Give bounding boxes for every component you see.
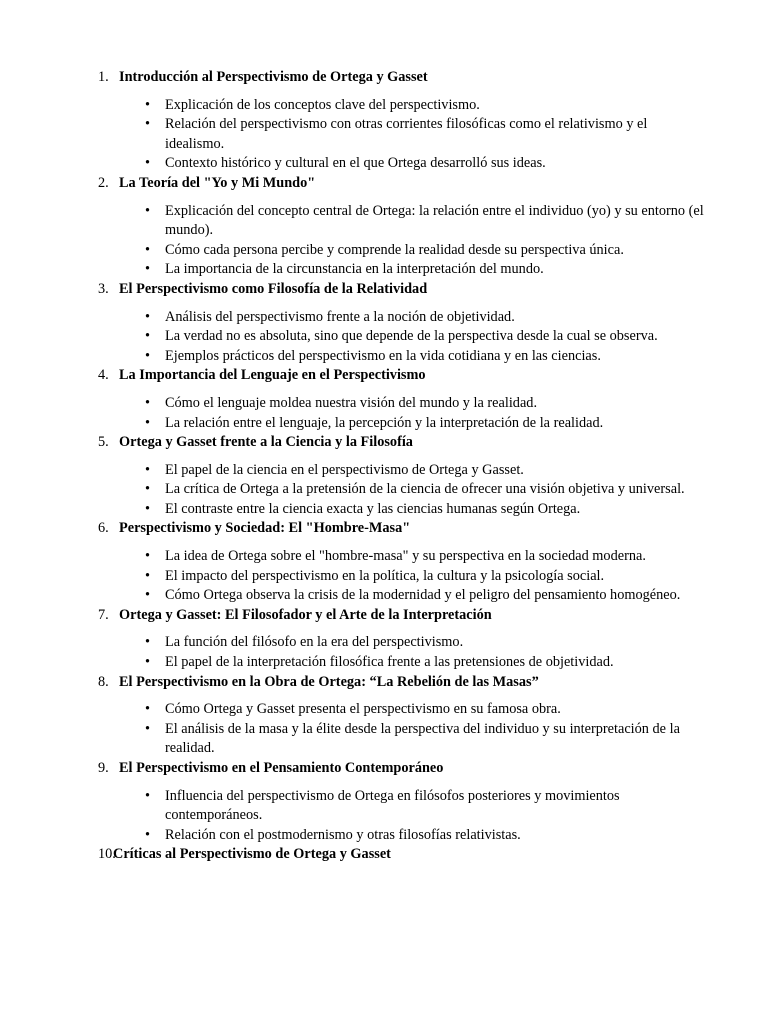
bullet-icon: • [145, 328, 151, 345]
bullet-icon: • [145, 261, 151, 278]
section-item [98, 606, 708, 673]
section-title: El Perspectivismo como Filosofía de la Relatividad [119, 280, 428, 297]
bullet-item [145, 414, 708, 434]
section-item [98, 759, 708, 845]
section-title: Ortega y Gasset: El Filosofador y el Arte de la Interpretación [119, 606, 492, 623]
bullet-icon: • [145, 634, 151, 651]
section-number: 6. [98, 520, 109, 537]
bullet-icon: • [145, 155, 151, 172]
section-item [98, 673, 708, 759]
bullet-item [145, 461, 708, 481]
bullet-item [145, 500, 708, 520]
bullet-list [119, 547, 708, 606]
bullet-text: La crítica de Ortega a la pretensión de la ciencia de ofrecer una visión objetiva y universal. [165, 481, 685, 498]
bullet-item [145, 308, 708, 328]
bullet-item [145, 154, 708, 174]
bullet-text: Relación del perspectivismo con otras corrientes filosóficas como el relativismo y el idealismo. [165, 116, 648, 152]
bullet-text: Relación con el postmodernismo y otras filosofías relativistas. [165, 826, 521, 843]
bullet-item [145, 327, 708, 347]
bullet-item [145, 653, 708, 673]
section-title: La Importancia del Lenguaje en el Perspectivismo [119, 367, 426, 384]
bullet-text: Cómo Ortega y Gasset presenta el perspectivismo en su famosa obra. [165, 701, 561, 718]
section-item [98, 519, 708, 605]
bullet-icon: • [145, 347, 151, 364]
section-title: Críticas al Perspectivismo de Ortega y Gasset [113, 846, 391, 863]
bullet-item [145, 241, 708, 261]
bullet-item [145, 202, 708, 241]
bullet-icon: • [145, 548, 151, 565]
bullet-text: La idea de Ortega sobre el "hombre-masa" y su perspectiva en la sociedad moderna. [165, 548, 646, 565]
bullet-text: Análisis del perspectivismo frente a la noción de objetividad. [165, 308, 515, 325]
bullet-icon: • [145, 787, 151, 804]
bullet-text: El papel de la ciencia en el perspectivismo de Ortega y Gasset. [165, 461, 524, 478]
bullet-text: Contexto histórico y cultural en el que Ortega desarrolló sus ideas. [165, 155, 546, 172]
section-item [98, 68, 708, 174]
bullet-icon: • [145, 567, 151, 584]
bullet-list [119, 96, 708, 174]
section-item [98, 280, 708, 366]
section-number: 9. [98, 760, 109, 776]
bullet-item [145, 260, 708, 280]
section-list [98, 68, 708, 865]
bullet-icon: • [145, 826, 151, 843]
bullet-icon: • [145, 461, 151, 478]
bullet-text: Cómo Ortega observa la crisis de la modernidad y el peligro del pensamiento homogéneo. [165, 587, 681, 604]
bullet-list [119, 700, 708, 759]
section-title: Introducción al Perspectivismo de Ortega y Gasset [119, 69, 428, 85]
bullet-text: Influencia del perspectivismo de Ortega en filósofos posteriores y movimientos contemporáneos. [165, 787, 620, 824]
bullet-text: Cómo cada persona percibe y comprende la realidad desde su perspectiva única. [165, 241, 624, 258]
bullet-list [119, 633, 708, 672]
bullet-text: La relación entre el lenguaje, la percepción y la interpretación de la realidad. [165, 414, 604, 431]
bullet-item [145, 700, 708, 720]
bullet-text: El contraste entre la ciencia exacta y las ciencias humanas según Ortega. [165, 500, 581, 517]
section-number: 1. [98, 69, 109, 85]
section-title: Perspectivismo y Sociedad: El "Hombre-Masa" [119, 520, 411, 537]
bullet-text: Explicación del concepto central de Ortega: la relación entre el individuo (yo) y su entorno (el mundo). [165, 202, 704, 239]
bullet-icon: • [145, 202, 151, 219]
section-item [98, 174, 708, 280]
bullet-icon: • [145, 394, 151, 411]
section-number: 7. [98, 606, 109, 623]
bullet-item [145, 347, 708, 367]
bullet-item [145, 115, 708, 154]
bullet-text: El impacto del perspectivismo en la política, la cultura y la psicología social. [165, 567, 605, 584]
bullet-icon: • [145, 654, 151, 671]
bullet-icon: • [145, 701, 151, 718]
bullet-icon: • [145, 720, 151, 737]
section-title: El Perspectivismo en la Obra de Ortega: “La Rebelión de las Masas” [119, 673, 539, 690]
section-number: 3. [98, 280, 109, 297]
bullet-item [145, 547, 708, 567]
bullet-item [145, 586, 708, 606]
bullet-icon: • [145, 96, 151, 113]
bullet-list [119, 394, 708, 433]
bullet-icon: • [145, 241, 151, 258]
bullet-icon: • [145, 587, 151, 604]
bullet-icon: • [145, 500, 151, 517]
section-title: El Perspectivismo en el Pensamiento Contemporáneo [119, 760, 444, 776]
section-number: 4. [98, 367, 109, 384]
bullet-text: El análisis de la masa y la élite desde la perspectiva del individuo y su interpretación de la realidad. [165, 720, 680, 757]
section-number: 8. [98, 673, 109, 690]
bullet-item [145, 633, 708, 653]
bullet-text: El papel de la interpretación filosófica frente a las pretensiones de objetividad. [165, 654, 614, 671]
bullet-list [119, 308, 708, 367]
bullet-item [145, 480, 708, 500]
bullet-icon: • [145, 116, 151, 133]
bullet-icon: • [145, 481, 151, 498]
bullet-item [145, 787, 708, 826]
section-item [98, 433, 708, 519]
bullet-list [119, 202, 708, 280]
bullet-item [145, 567, 708, 587]
section-title: Ortega y Gasset frente a la Ciencia y la Filosofía [119, 434, 413, 451]
bullet-item [145, 826, 708, 846]
bullet-item [145, 96, 708, 116]
bullet-text: Cómo el lenguaje moldea nuestra visión del mundo y la realidad. [165, 394, 538, 411]
bullet-item [145, 394, 708, 414]
bullet-text: La importancia de la circunstancia en la interpretación del mundo. [165, 261, 544, 278]
bullet-item [145, 720, 708, 759]
section-number: 10. [98, 846, 116, 863]
bullet-text: La función del filósofo en la era del perspectivismo. [165, 634, 464, 651]
bullet-icon: • [145, 308, 151, 325]
section-title: La Teoría del "Yo y Mi Mundo" [119, 174, 316, 191]
bullet-icon: • [145, 414, 151, 431]
bullet-text: La verdad no es absoluta, sino que depende de la perspectiva desde la cual se observa. [165, 328, 658, 345]
bullet-list [119, 461, 708, 520]
section-number: 2. [98, 174, 109, 191]
bullet-list [119, 787, 708, 846]
bullet-text: Ejemplos prácticos del perspectivismo en la vida cotidiana y en las ciencias. [165, 347, 601, 364]
section-item [98, 366, 708, 433]
bullet-text: Explicación de los conceptos clave del perspectivismo. [165, 96, 480, 113]
section-item [98, 845, 708, 865]
section-number: 5. [98, 434, 109, 451]
